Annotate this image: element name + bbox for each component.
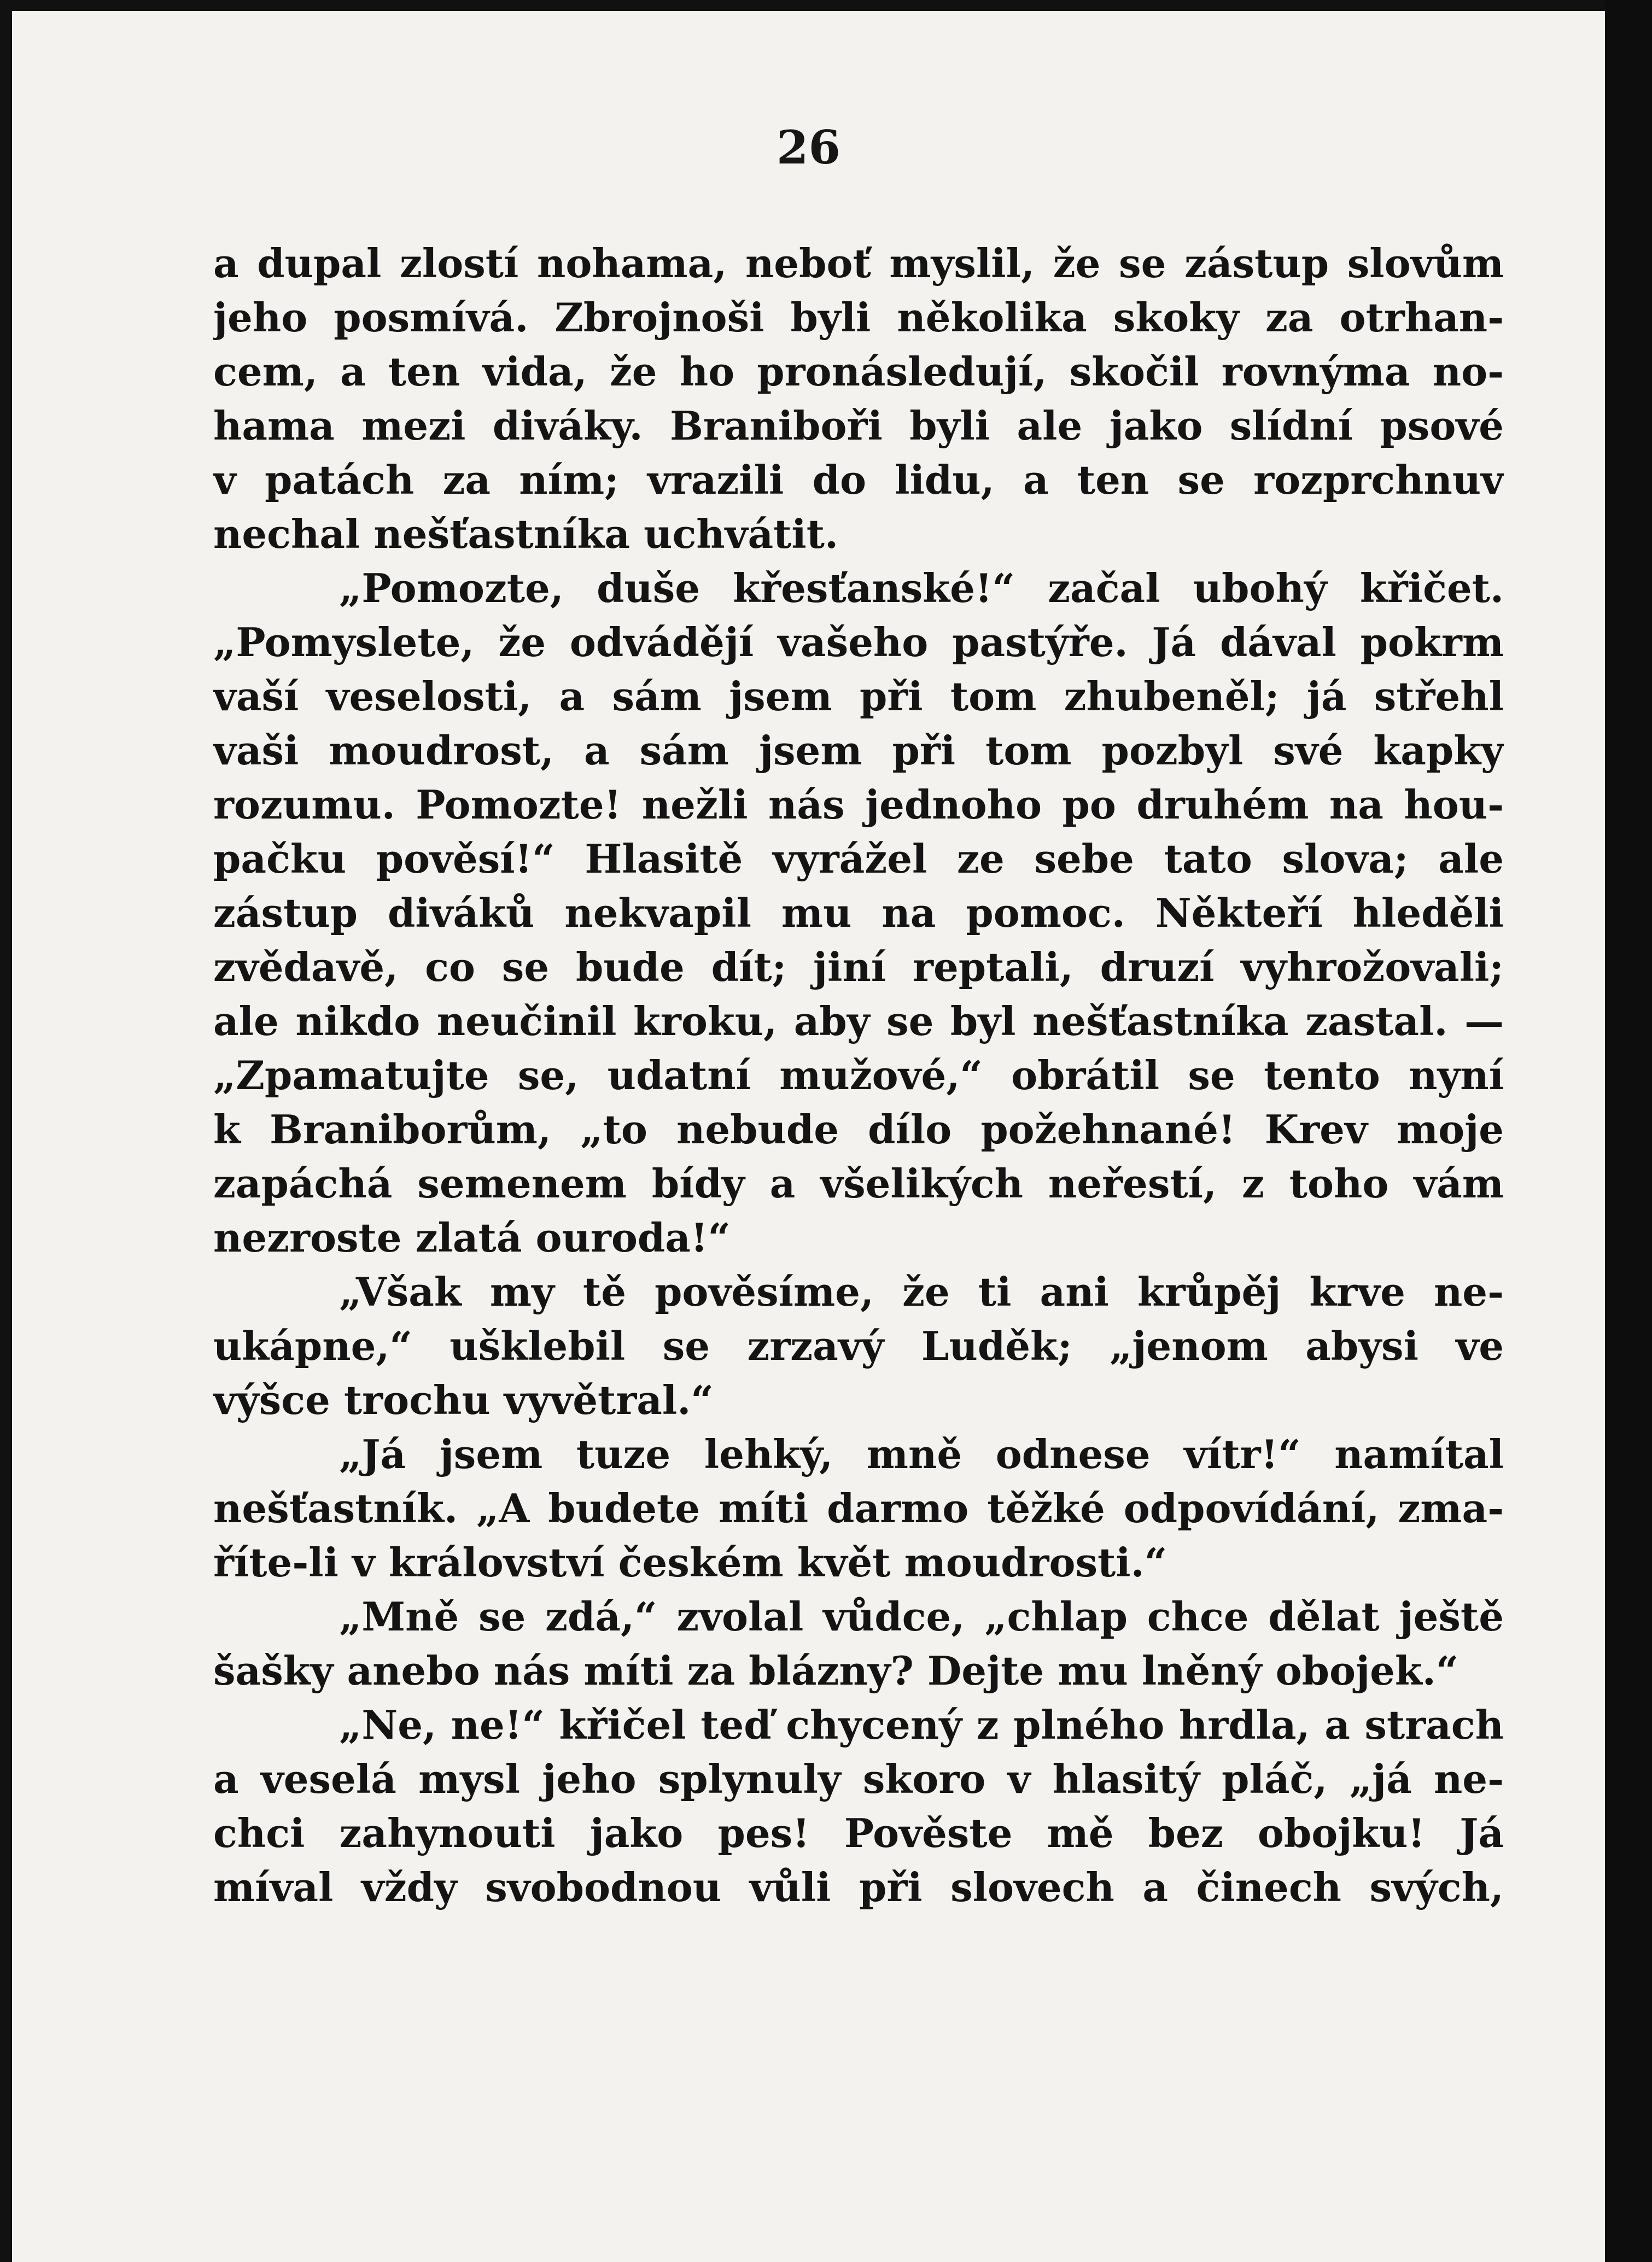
text-line: ale nikdo neučinil kroku, aby se byl nešťastníka zastal. — (213, 998, 1504, 1044)
text-line: chci zahynouti jako pes! Pověste mě bez obojku! Já (213, 1810, 1504, 1856)
page-number: 26 (777, 120, 840, 174)
text-line: hama mezi diváky. Braniboři byli ale jako slídní psové (213, 402, 1504, 449)
text-line: „Zpamatujte se, udatní mužové,“ obrátil se tento nyní (213, 1052, 1504, 1098)
scan-border-top (0, 0, 1652, 11)
page-text (213, 236, 1504, 1914)
text-line: vaší veselosti, a sám jsem při tom zhubeněl; já střehl (213, 673, 1504, 720)
text-line: říte-li v království českém květ moudrosti.“ (213, 1539, 1168, 1586)
text-line: „Pomozte, duše křesťanské!“ začal ubohý křičet. (339, 565, 1504, 611)
text-line: nešťastník. „A budete míti darmo těžké odpovídání, zma- (213, 1485, 1504, 1532)
text-line: „Já jsem tuze lehký, mně odnese vítr!“ namítal (339, 1431, 1504, 1477)
text-line: nechal nešťastníka uchvátit. (213, 511, 839, 557)
text-line: „Pomyslete, že odvádějí vašeho pastýře. Já dával pokrm (213, 619, 1504, 665)
text-line: zvědavě, co se bude dít; jiní reptali, druzí vyhrožovali; (213, 944, 1504, 990)
text-line: „Mně se zdá,“ zvolal vůdce, „chlap chce dělat ještě (339, 1593, 1504, 1640)
book-page (12, 11, 1605, 2262)
text-line: zapáchá semenem bídy a všelikých neřestí, z toho vám (213, 1160, 1504, 1207)
text-line: k Braniborům, „to nebude dílo požehnané! Krev moje (213, 1106, 1504, 1153)
text-line: „Však my tě pověsíme, že ti ani krůpěj krve ne- (339, 1269, 1504, 1315)
text-line: vaši moudrost, a sám jsem při tom pozbyl své kapky (213, 727, 1504, 774)
text-line: jeho posmívá. Zbrojnoši byli několika skoky za otrhan- (213, 294, 1504, 341)
scan-border-right (1605, 0, 1652, 2262)
text-line: výšce trochu vyvětral.“ (213, 1377, 714, 1423)
text-line: a dupal zlostí nohama, neboť myslil, že se zástup slovům (213, 240, 1504, 287)
text-line: zástup diváků nekvapil mu na pomoc. Někteří hleděli (213, 890, 1504, 936)
scan-border-left (0, 0, 12, 2262)
text-line: ukápne,“ ušklebil se zrzavý Luděk; „jenom abysi ve (213, 1323, 1504, 1369)
text-line: pačku pověsí!“ Hlasitě vyrážel ze sebe tato slova; ale (213, 835, 1504, 882)
text-line: a veselá mysl jeho splynuly skoro v hlasitý pláč, „já ne- (213, 1756, 1504, 1802)
text-line: „Ne, ne!“ křičel teď chycený z plného hrdla, a strach (339, 1702, 1504, 1748)
text-line: rozumu. Pomozte! nežli nás jednoho po druhém na hou- (213, 781, 1504, 828)
text-line: nezroste zlatá ouroda!“ (213, 1214, 731, 1261)
text-line: míval vždy svobodnou vůli při slovech a činech svých, (213, 1864, 1504, 1910)
text-line: cem, a ten vida, že ho pronásledují, skočil rovnýma no- (213, 348, 1504, 395)
text-line: šašky anebo nás míti za blázny? Dejte mu lněný obojek.“ (213, 1647, 1459, 1694)
text-line: v patách za ním; vrazili do lidu, a ten se rozprchnuv (213, 457, 1504, 503)
